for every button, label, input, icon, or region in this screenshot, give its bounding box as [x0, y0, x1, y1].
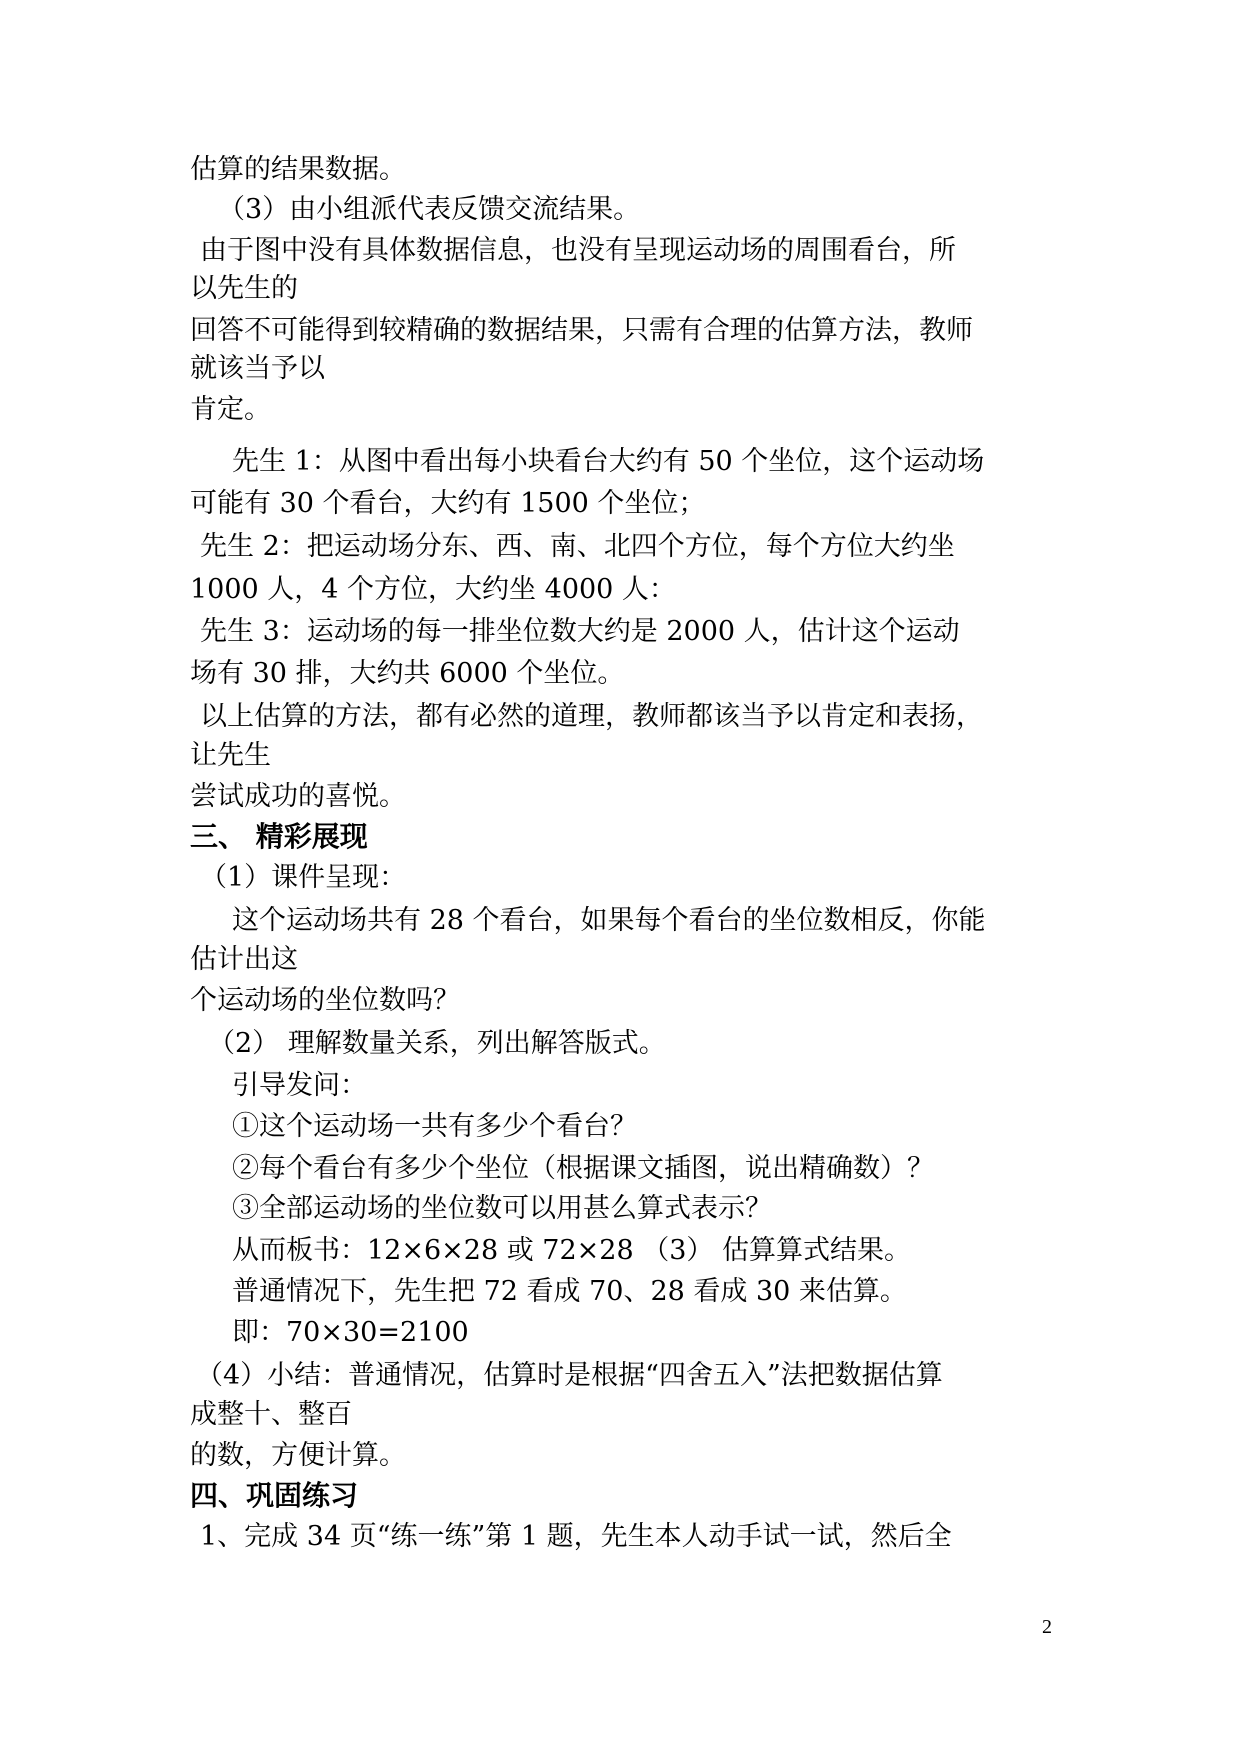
text-line: 成整十、整百 [190, 1399, 352, 1430]
text-line: 估计出这 [190, 944, 298, 975]
text-line: （2） 理解数量关系，列出解答版式。 [208, 1028, 666, 1059]
section-heading: 四、巩固练习 [190, 1479, 359, 1512]
text-line: 普通情况下，先生把 72 看成 70、28 看成 30 来估算。 [232, 1276, 907, 1307]
text-line: 先生 2：把运动场分东、西、南、北四个方位，每个方位大约坐 [200, 531, 955, 562]
text-line: 个运动场的坐位数吗？ [190, 985, 460, 1016]
text-line: （3）由小组派代表反馈交流结果。 [218, 194, 641, 225]
text-line: 的数，方便计算。 [190, 1440, 406, 1471]
text-line: （4）小结：普通情况，估算时是根据“四舍五入”法把数据估算 [196, 1360, 943, 1391]
text-line: ③全部运动场的坐位数可以用甚么算式表示？ [232, 1193, 772, 1224]
text-line: 由于图中没有具体数据信息，也没有呈现运动场的周围看台，所 [200, 235, 956, 266]
text-line: 场有 30 排，大约共 6000 个坐位。 [190, 658, 625, 689]
page-number: 2 [1042, 1616, 1052, 1638]
text-line: 以先生的 [190, 273, 298, 304]
text-line: 从而板书：12×6×28 或 72×28 （3） 估算算式结果。 [232, 1235, 911, 1266]
text-line: 先生 3：运动场的每一排坐位数大约是 2000 人，估计这个运动 [200, 616, 960, 647]
text-line: ②每个看台有多少个坐位（根据课文插图，说出精确数）？ [232, 1153, 934, 1184]
text-line: 以上估算的方法，都有必然的道理，教师都该当予以肯定和表扬， [200, 701, 983, 732]
text-line: 即：70×30=2100 [232, 1317, 469, 1348]
text-line: 回答不可能得到较精确的数据结果，只需有合理的估算方法，教师 [190, 315, 973, 346]
text-line: （1）课件呈现： [200, 862, 407, 893]
text-line: 1000 人，4 个方位，大约坐 4000 人： [190, 574, 676, 605]
text-line: 估算的结果数据。 [190, 154, 406, 185]
text-line: 先生 1：从图中看出每小块看台大约有 50 个坐位，这个运动场 [232, 446, 985, 477]
text-line: ①这个运动场一共有多少个看台？ [232, 1111, 637, 1142]
text-line: 让先生 [190, 740, 271, 771]
text-line: 可能有 30 个看台，大约有 1500 个坐位； [190, 488, 706, 519]
text-line: 这个运动场共有 28 个看台，如果每个看台的坐位数相反，你能 [232, 905, 986, 936]
text-line: 1、完成 34 页“练一练”第 1 题，先生本人动手试一试，然后全 [200, 1521, 952, 1552]
text-line: 肯定。 [190, 394, 271, 425]
text-line: 就该当予以 [190, 353, 325, 384]
text-line: 引导发问： [232, 1070, 367, 1101]
section-heading: 三、 精彩展现 [190, 820, 368, 853]
text-line: 尝试成功的喜悦。 [190, 781, 406, 812]
